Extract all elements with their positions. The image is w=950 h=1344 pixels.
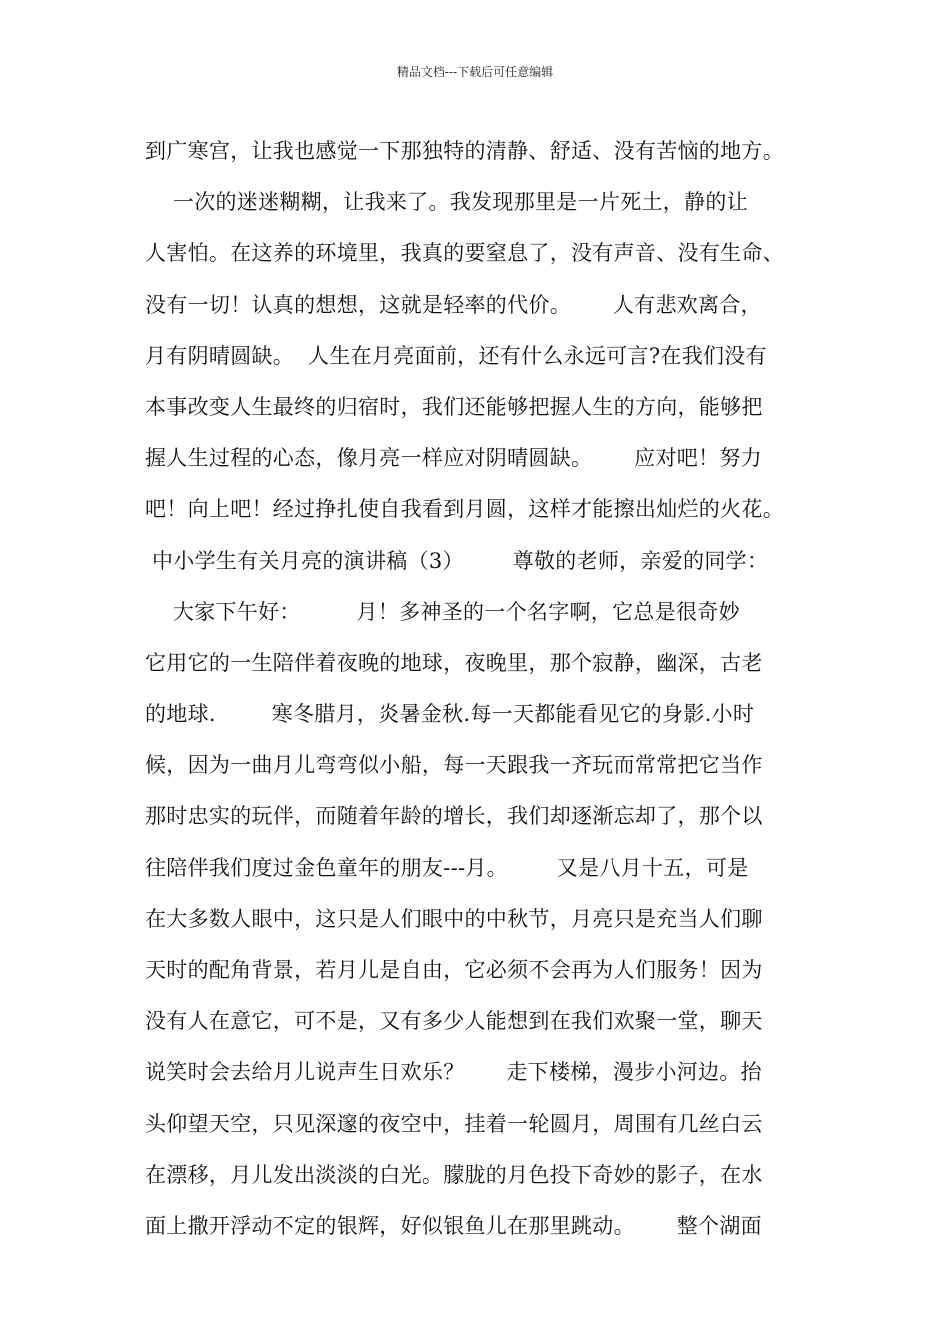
text-line: 头仰望天空，只见深邃的夜空中，挂着一轮圆月，周围有几丝白云	[145, 1111, 763, 1136]
text-line: 没有人在意它，可不是，又有多少人能想到在我们欢聚一堂，聊天	[145, 1009, 763, 1034]
document-body	[145, 126, 835, 1252]
text-line: 在漂移，月儿发出淡淡的白光。朦胧的月色投下奇妙的影子，在水	[145, 1162, 763, 1187]
text-line: 在大多数人眼中，这只是人们眼中的中秋节，月亮只是充当人们聊	[145, 906, 763, 931]
text-line: 吧！向上吧！经过挣扎使自我看到月圆，这样才能擦出灿烂的火花。	[145, 497, 784, 522]
page-header: 精品文档---下载后可任意编辑	[396, 65, 554, 79]
text-line: 大家下午好： 月！多神圣的一个名字啊，它总是很奇妙	[145, 599, 740, 624]
text-line: 中小学生有关月亮的演讲稿（3） 尊敬的老师，亲爱的同学：	[145, 548, 769, 573]
text-line: 天时的配角背景，若月儿是自由，它必须不会再为人们服务！因为	[145, 958, 763, 982]
text-line: 的地球. 寒冬腊月，炎暑金秋.每一天都能看见它的身影.小时	[145, 702, 755, 727]
text-line: 它用它的一生陪伴着夜晚的地球，夜晚里，那个寂静，幽深，古老	[145, 650, 763, 675]
text-line: 握人生过程的心态，像月亮一样应对阴晴圆缺。 应对吧！努力	[145, 446, 762, 471]
text-line: 候，因为一曲月儿弯弯似小船，每一天跟我一齐玩而常常把它当作	[145, 753, 763, 778]
text-line: 没有一切！认真的想想，这就是轻率的代价。 人有悲欢离合，	[145, 292, 762, 317]
text-line: 月有阴晴圆缺。 人生在月亮面前，还有什么永远可言?在我们没有	[145, 343, 767, 368]
text-line: 一次的迷迷糊糊，让我来了。我发现那里是一片死土，静的让	[145, 190, 748, 215]
text-line: 人害怕。在这养的环境里，我真的要窒息了，没有声音、没有生命、	[145, 241, 784, 266]
text-line: 往陪伴我们度过金色童年的朋友---月。 又是八月十五，可是	[145, 855, 749, 880]
text-line: 本事改变人生最终的归宿时，我们还能够把握人生的方向，能够把	[145, 394, 763, 419]
text-line: 到广寒宫，让我也感觉一下那独特的清静、舒适、没有苦恼的地方。	[145, 139, 784, 163]
text-line: 面上撒开浮动不定的银辉，好似银鱼儿在那里跳动。 整个湖面	[145, 1213, 762, 1238]
text-line: 说笑时会去给月儿说声生日欢乐？ 走下楼梯，漫步小河边。抬	[145, 1060, 762, 1085]
text-line: 那时忠实的玩伴，而随着年龄的增长，我们却逐渐忘却了，那个以	[145, 804, 763, 829]
